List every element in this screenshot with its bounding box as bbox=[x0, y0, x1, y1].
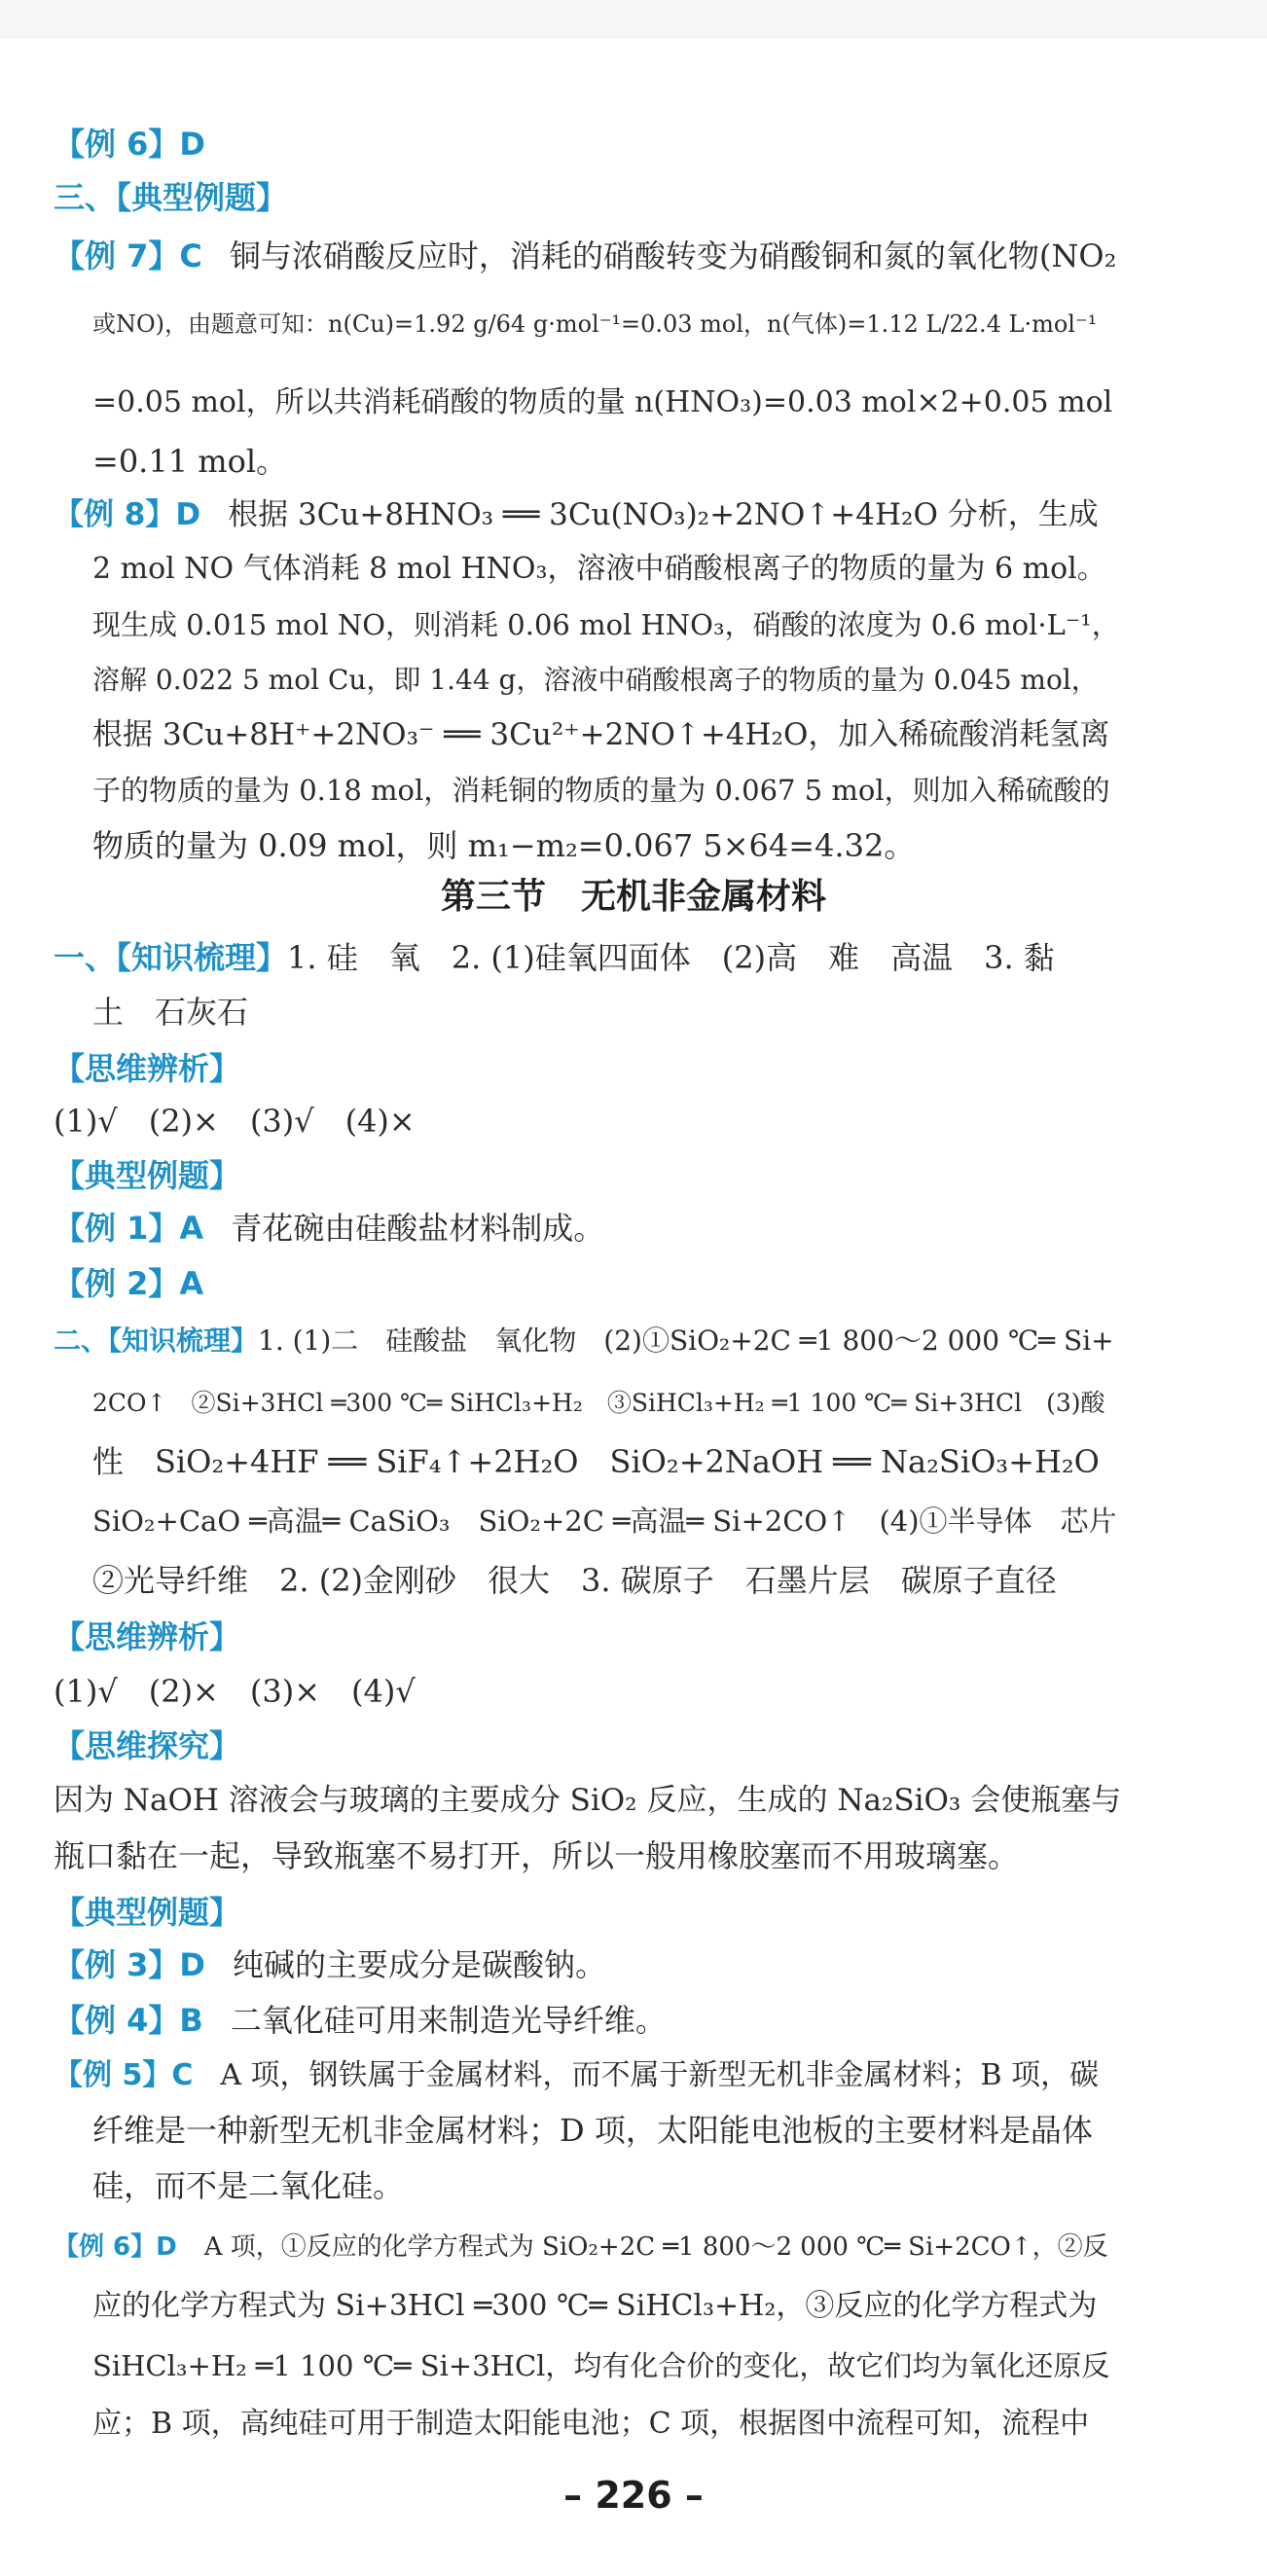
thinking-analysis-answers-2: (1)√ (2)× (3)× (4)√ bbox=[54, 1673, 416, 1710]
thinking-analysis-answers-1: (1)√ (2)× (3)√ (4)× bbox=[54, 1103, 416, 1140]
knowledge-summary-2-line-2: 2CO↑ ②Si+3HCl ═300 ℃═ SiHCl₃+H₂ ③SiHCl₃+H₂ ═1 100 ℃═ Si+3HCl (3)酸 bbox=[92, 1389, 1105, 1417]
knowledge-summary-2-line-4: SiO₂+CaO ═高温═ CaSiO₃ SiO₂+2C ═高温═ Si+2CO↑ (4)①半导体 芯片 bbox=[92, 1505, 1117, 1538]
example-6-b: 【例 6】D A 项，①反应的化学方程式为 SiO₂+2C ═1 800～2 000 ℃═ Si+2CO↑，②反 bbox=[54, 2232, 1108, 2262]
example-5: 【例 5】C A 项，钢铁属于金属材料，而不属于新型无机非金属材料；B 项，碳 bbox=[54, 2058, 1100, 2092]
example-5-line-3: 硅，而不是二氧化硅。 bbox=[92, 2167, 405, 2204]
thinking-explore-line-1: 因为 NaOH 溶液会与玻璃的主要成分 SiO₂ 反应，生成的 Na₂SiO₃ 会使瓶塞与 bbox=[54, 1783, 1122, 1818]
example-6-b-line-2: 应的化学方程式为 Si+3HCl ═300 ℃═ SiHCl₃+H₂，③反应的化学方程式为 bbox=[92, 2289, 1098, 2323]
example-2: 【例 2】A bbox=[54, 1265, 204, 1302]
scan-top-band bbox=[0, 0, 1267, 39]
knowledge-summary-2-line-5: ②光导纤维 2. (2)金刚砂 很大 3. 碳原子 石墨片层 碳原子直径 bbox=[92, 1562, 1057, 1599]
example-6-b-line-4: 应；B 项，高纯硅可用于制造太阳能电池；C 项，根据图中流程可知，流程中 bbox=[92, 2407, 1090, 2441]
example-7-line-2: 或NO)，由题意可知：n(Cu)=1.92 g/64 g·mol⁻¹=0.03 mol，n(气体)=1.12 L/22.4 L·mol⁻¹ bbox=[92, 310, 1098, 338]
thinking-explore-line-2: 瓶口黏在一起，导致瓶塞不易打开，所以一般用橡胶塞而不用玻璃塞。 bbox=[54, 1837, 1020, 1874]
example-7-line-3: =0.05 mol，所以共消耗硝酸的物质的量 n(HNO₃)=0.03 mol×2+0.05 mol bbox=[92, 385, 1113, 419]
typical-examples-heading-1: 【典型例题】 bbox=[54, 1157, 241, 1194]
typical-examples-heading-3: 三、【典型例题】 bbox=[54, 179, 288, 216]
example-8: 【例 8】D 根据 3Cu+8HNO₃ ══ 3Cu(NO₃)₂+2NO↑+4H₂O 分析，生成 bbox=[54, 497, 1099, 532]
knowledge-summary-1-line-2: 土 石灰石 bbox=[92, 994, 249, 1031]
page-number: – 226 – bbox=[563, 2474, 704, 2517]
example-8-line-2: 2 mol NO 气体消耗 8 mol HNO₃，溶液中硝酸根离子的物质的量为 6 mol。 bbox=[92, 552, 1106, 586]
example-7: 【例 7】C 铜与浓硝酸反应时，消耗的硝酸转变为硝酸铜和氮的氧化物(NO₂ bbox=[54, 237, 1117, 274]
thinking-analysis-heading-2: 【思维辨析】 bbox=[54, 1618, 241, 1655]
example-8-line-7: 物质的量为 0.09 mol，则 m₁−m₂=0.067 5×64=4.32。 bbox=[92, 827, 916, 864]
example-6-b-line-3: SiHCl₃+H₂ ═1 100 ℃═ Si+3HCl，均有化合价的变化，故它们均为氧化还原反 bbox=[92, 2349, 1110, 2382]
example-8-line-4: 溶解 0.022 5 mol Cu，即 1.44 g，溶液中硝酸根离子的物质的量为 0.045 mol， bbox=[92, 664, 1099, 696]
example-3: 【例 3】D 纯碱的主要成分是碳酸钠。 bbox=[54, 1946, 606, 1983]
section-title: 第三节 无机非金属材料 bbox=[440, 877, 826, 917]
thinking-analysis-heading-1: 【思维辨析】 bbox=[54, 1050, 241, 1087]
knowledge-summary-2: 二、【知识梳理】1. (1)二 硅酸盐 氧化物 (2)①SiO₂+2C ═1 800～2 000 ℃═ Si+ bbox=[54, 1324, 1114, 1357]
knowledge-summary-2-line-3: 性 SiO₂+4HF ══ SiF₄↑+2H₂O SiO₂+2NaOH ══ Na₂SiO₃+H₂O bbox=[92, 1443, 1100, 1480]
example-6-answer: 【例 6】D bbox=[54, 126, 205, 163]
example-8-line-5: 根据 3Cu+8H⁺+2NO₃⁻ ══ 3Cu²⁺+2NO↑+4H₂O，加入稀硫酸消耗氢离 bbox=[92, 717, 1110, 752]
knowledge-summary-1: 一、【知识梳理】1. 硅 氧 2. (1)硅氧四面体 (2)高 难 高温 3. 黏 bbox=[54, 939, 1055, 976]
thinking-explore-heading: 【思维探究】 bbox=[54, 1727, 241, 1764]
typical-examples-heading-2: 【典型例题】 bbox=[54, 1894, 241, 1931]
example-8-line-6: 子的物质的量为 0.18 mol，消耗铜的物质的量为 0.067 5 mol，则加入稀硫酸的 bbox=[92, 774, 1110, 807]
example-4: 【例 4】B 二氧化硅可用来制造光导纤维。 bbox=[54, 2002, 667, 2039]
example-5-line-2: 纤维是一种新型无机非金属材料；D 项，太阳能电池板的主要材料是晶体 bbox=[92, 2112, 1093, 2149]
example-8-line-3: 现生成 0.015 mol NO，则消耗 0.06 mol HNO₃，硝酸的浓度为 0.6 mol·L⁻¹， bbox=[92, 608, 1120, 641]
example-1: 【例 1】A 青花碗由硅酸盐材料制成。 bbox=[54, 1210, 605, 1247]
example-7-line-4: =0.11 mol。 bbox=[92, 443, 288, 480]
